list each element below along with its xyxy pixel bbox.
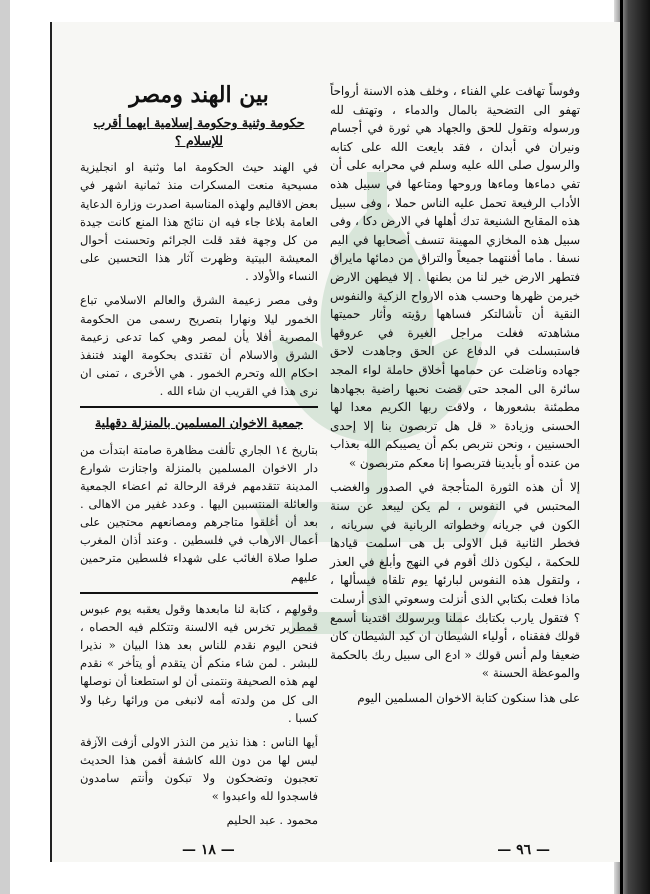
right-paragraph-1: وفوساً تهافت علي الفناء ، وخلف هذه الاسنة أرواحاً تهفو الى التضحية بالمال والدماء ، وتهتف لله ورسوله وتقول للحق والجهاد هي ثورة في أجسام ونيران في أبدان ، فقد بايعت الله على كتابه والرسول صلى الله عليه وسلم في محرابه على أن تفي دماءها وماءها وروحها ومتاعها في سبيل هذه الأداب الرفيعة تحمل عليه الناس حملا ، وفى سبيل هذه المقابح الشنيعة تدك أهلها في الارض دكا ، وفى سبيل هذه المخازي المهينة تنسف أصحابها في اليم نسفا . ماما أفنتهما جميعاً والتراق من دمائها مايراق فتطهر الارض خير لنا من بطنها . إلا فيطهن الارض خيرمن ظهرها وحسب هذه الارواح الزكية والنفوس النقية أن تأشالتكر فساهها رؤيته وأثار حميتها مشاهدته فغلت مراجل الغيرة في عروقها فاستبسلت في الدفاع عن الحق وجاهدت لاحق جهاده وناضلت عن حمامها أخلاق حاملة لواء المجد سائرة الى المجد حتى قضت نحبها راضية بجهادها مطمئنة بشعورها ، ولاقت ربها الكريم معدا لها الحسنى وزيادة « قل هل تربصون بنا إلا إحدى الحسنيين ، ونحن نتربص بكم أن يصيبكم الله بعذاب من عنده أو بأيدينا فتربصوا إنا معكم متربصون » — [330, 84, 580, 470]
article-title: بين الهند ومصر — [129, 82, 269, 108]
section-divider — [80, 406, 318, 408]
closing-paragraph-2: أيها الناس : هذا نذير من النذر الاولى أزفت الآزفة ليس لها من دون الله كاشفة أفمن هذا الحديث تعجبون وتضحكون ولا تبكون وأنتم سامدون فاسجدوا لله واعبدوا » — [80, 734, 318, 804]
right-paragraph-2: إلا أن هذه الثورة المتأججة في الصدور والغضب المحتبس في النفوس ، لم يكن ليبعد عن سنة الكون في جريانه وخطواته الربانية في سريانه ، فخطر الثانية قبل الاولى بل هى اسلمت قيادها للحكمة ، ليكون ذلك أقوم في النهج وأبلغ في العذر ، ولتقول هذه النفوس لبارئها يوم تلقاه فيسألها ، ماذا فعلت بكتابي الذى أنزلت وسعوتي الذى أرسلت ؟ فتقول يارب بكتابك عملنا وبرسولك اقتدينا أسمع قولك ففقناه ، أولياء الشيطان ان كيد الشيطان كان ضعيفا ولم أنس قولك « ادع الى سبيل ربك بالحكمة والموعظة الحسنة » — [330, 480, 580, 681]
page-left-edge — [0, 0, 10, 894]
article-paragraph-2: وفى مصر زعيمة الشرق والعالم الاسلامي تباع الخمور ليلا ونهارا بتصريح رسمى من الحكومة المصرية أفلا يأن لمصر وهي كما تدعى زعيمة الشرق والاسلام أن تقتدى بحكومة الهند فتنفذ احكام الله وتحرم الخمور . هي الأخرى ، تمنى ان نرى هذا في القريب ان شاء الله . — [80, 293, 318, 399]
article-subtitle: حكومة وثنية وحكومة إسلامية ايهما أقرب للإسلام ؟ — [93, 115, 305, 149]
author-signature: محمود . عبد الحليم — [226, 813, 318, 828]
page-number-right: — ٩٦ — — [497, 842, 550, 858]
page-number-left: — ١٨ — — [182, 842, 235, 858]
news-heading: جمعية الاخوان المسلمين بالمنزلة دقهلية — [94, 415, 304, 431]
right-paragraph-3: على هذا سنكون كتابة الاخوان المسلمين اليوم — [357, 691, 580, 705]
right-column — [330, 82, 580, 714]
scanned-page — [50, 22, 620, 862]
article-paragraph-1: في الهند حيث الحكومة اما وثنية او انجليزية مسيحية منعت المسكرات منذ ثمانية اشهر في بعض الاقاليم ولهذه المناسبة اصدرت وزارة الدعاية العامة بلاغا جاء فيه ان نتائج هذا المنع كانت جيدة من كل وجهة فقد قلت الجرائم وتحسنت أحوال المعيشة البيتية وظهرت آثار هذا التحسين على النساء والأولاد . — [80, 160, 318, 284]
section-divider — [80, 592, 318, 594]
closing-paragraph-1: وقولهم ، كتابة لنا مابعدها وقول يعقبه يوم عبوس قمطرير تخرس فيه الالسنة وتتكلم فيه الحصاه ، فنحن اليوم نقدم للناس بعد هذا البيان « نذيرا للبشر . لمن شاء منكم أن يتقدم أو يتأخر » نقدم لهم هذه الصحيفة ونتمنى أن لو استطعنا أن نوصلها الى كل من ولدته أمه لانبغى من ورائها رغبا ولا كسبا . — [80, 601, 318, 725]
news-paragraph: بتاريخ ١٤ الجاري تألفت مظاهرة صامتة ابتدأت من دار الاخوان المسلمين بالمنزلة واجتازت شوارع المدينة تتقدمهم فرقة الرحالة ثم اعضاء الجمعية والعائلة المنتسبين اليها . وعدد غفير من الاهالى . بعد أن أغلقوا متاجرهم ومصانعهم محتجين على أعمال الارهاب في فلسطين . وعند أذان المغرب صلوا صلاة الغائب على شهداء فلسطين مترحمين عليهم — [80, 442, 318, 584]
left-column — [80, 82, 318, 830]
